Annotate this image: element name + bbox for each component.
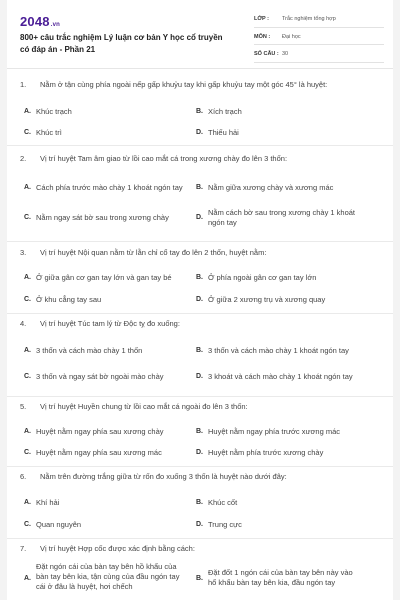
option-b[interactable]: B. Nằm giữa xương chày và xương mác xyxy=(196,183,334,192)
option-c[interactable]: C. Nằm ngay sát bờ sau trong xương chày xyxy=(24,213,169,222)
question-number: 5. xyxy=(20,402,27,411)
option-a[interactable]: A. Ở giữa gân cơ gan tay lớn và gan tay bé xyxy=(24,273,172,282)
option-c[interactable]: C. Huyệt nằm ngay phía sau xương mác xyxy=(24,447,162,457)
option-grid xyxy=(20,492,379,536)
question-6 xyxy=(7,467,393,539)
option-d[interactable]: D. Ở giữa 2 xương trụ và xương quay xyxy=(196,295,326,304)
question-number: 4. xyxy=(20,319,27,328)
question-number: 3. xyxy=(20,248,27,257)
document-page xyxy=(7,0,393,600)
document-meta xyxy=(254,12,384,65)
question-number: 2. xyxy=(20,154,27,163)
option-d[interactable]: D. 3 khoát và cách mào chày 1 khoát ngón tay xyxy=(196,372,353,381)
meta-label: LỚP : xyxy=(254,16,269,23)
site-logo[interactable]: 2048.vn xyxy=(20,14,61,29)
question-number: 6. xyxy=(20,472,27,481)
option-d[interactable]: D. Trung cực xyxy=(196,520,242,529)
question-5 xyxy=(7,397,393,467)
option-grid xyxy=(20,267,379,311)
question-2 xyxy=(7,146,393,242)
document-title: 800+ câu trắc nghiệm Lý luận cơ bản Y học cổ truyền có đáp án - Phần 21 xyxy=(20,33,223,54)
question-text: 6. Nằm trên đường trắng giữa từ rốn đo xuống 3 thốn là huyệt nào dưới đây: xyxy=(20,472,287,481)
option-b[interactable]: B. Ở phía ngoài gân cơ gan tay lớn xyxy=(196,273,317,282)
option-a[interactable]: A. Khúc trạch xyxy=(24,106,72,116)
option-b[interactable]: B. Huyệt nằm ngay phía trước xương mác xyxy=(196,426,341,436)
option-c[interactable]: C. 3 thốn và ngay sát bờ ngoài mào chày xyxy=(24,372,164,381)
header-divider xyxy=(7,68,393,69)
option-b[interactable]: B. Xích trạch xyxy=(196,106,242,116)
question-1 xyxy=(7,72,393,146)
option-c[interactable]: C. Khúc trì xyxy=(24,127,62,137)
option-a[interactable]: A. Khí hải xyxy=(24,498,60,507)
meta-value: Trắc nghiệm tổng hợp xyxy=(282,16,336,23)
option-grid xyxy=(20,562,379,592)
option-a[interactable]: A. 3 thốn và cách mào chày 1 thốn xyxy=(24,346,143,355)
document-header xyxy=(7,0,393,68)
question-text: 2. Vị trí huyệt Tam âm giao từ lồi cao mắt cá trong xương chày đo lên 3 thốn: xyxy=(20,154,288,163)
option-d[interactable]: D. Thiếu hải xyxy=(196,127,239,137)
option-c[interactable]: C. Quan nguyên xyxy=(24,520,82,529)
bottom-fade xyxy=(7,594,393,600)
meta-row-class xyxy=(254,12,384,28)
question-text: 7. Vị trí huyệt Hợp cốc được xác định bằng cách: xyxy=(20,544,195,553)
meta-value: 30 xyxy=(282,51,289,58)
option-b[interactable]: B. Khúc cốt xyxy=(196,498,238,507)
question-number: 1. xyxy=(20,80,27,89)
question-text: 4. Vị trí huyệt Túc tam lý từ Độc tỵ đo xuống: xyxy=(20,319,180,328)
option-d[interactable]: D. Nằm cách bờ sau trong xương chày 1 khoát ngón tay xyxy=(196,208,356,227)
option-a[interactable]: A. Cách phía trước mào chày 1 khoát ngón tay xyxy=(24,183,183,192)
meta-row-count xyxy=(254,47,384,63)
meta-label: SỐ CÂU : xyxy=(254,51,279,58)
meta-label: MÔN : xyxy=(254,33,271,40)
option-d[interactable]: D. Huyệt nằm phía trước xương chày xyxy=(196,447,324,457)
option-c[interactable]: C. Ở khu cẳng tay sau xyxy=(24,295,102,304)
option-grid xyxy=(20,338,379,390)
question-number: 7. xyxy=(20,544,27,553)
option-grid xyxy=(20,421,379,463)
option-grid xyxy=(20,173,379,233)
option-a[interactable]: A. Đặt ngón cái của bàn tay bên hồ khẩu của bàn tay bên kia, tận cùng của đầu ngón tay cái ở đâu là huyệt, hơi chếch xyxy=(24,562,180,591)
option-b[interactable]: B. 3 thốn và cách mào chày 1 khoát ngón tay xyxy=(196,346,349,355)
option-grid xyxy=(20,101,379,143)
question-text: 1. Nằm ở tận cùng phía ngoài nếp gấp khuỷu tay khi gấp khuỷu tay một góc 45° là huyệt: xyxy=(20,80,328,89)
question-3 xyxy=(7,242,393,314)
question-text: 3. Vị trí huyệt Nội quan nằm từ lằn chỉ cổ tay đo lên 2 thốn, huyệt nằm: xyxy=(20,248,267,257)
option-a[interactable]: A. Huyệt nằm ngay phía sau xương chày xyxy=(24,426,164,436)
option-b[interactable]: B. Đặt đốt 1 ngón cái của bàn tay bên này vào hổ khẩu bàn tay bên kia, đầu ngón tay xyxy=(196,568,353,587)
question-4 xyxy=(7,314,393,397)
question-7 xyxy=(7,539,393,600)
question-list xyxy=(7,72,393,600)
meta-value: Đại học xyxy=(282,33,301,40)
meta-row-subject xyxy=(254,30,384,46)
logo-suffix: .vn xyxy=(50,22,61,28)
question-text: 5. Vị trí huyệt Huyền chung từ lồi cao mắt cá ngoài đo lên 3 thốn: xyxy=(20,402,248,411)
